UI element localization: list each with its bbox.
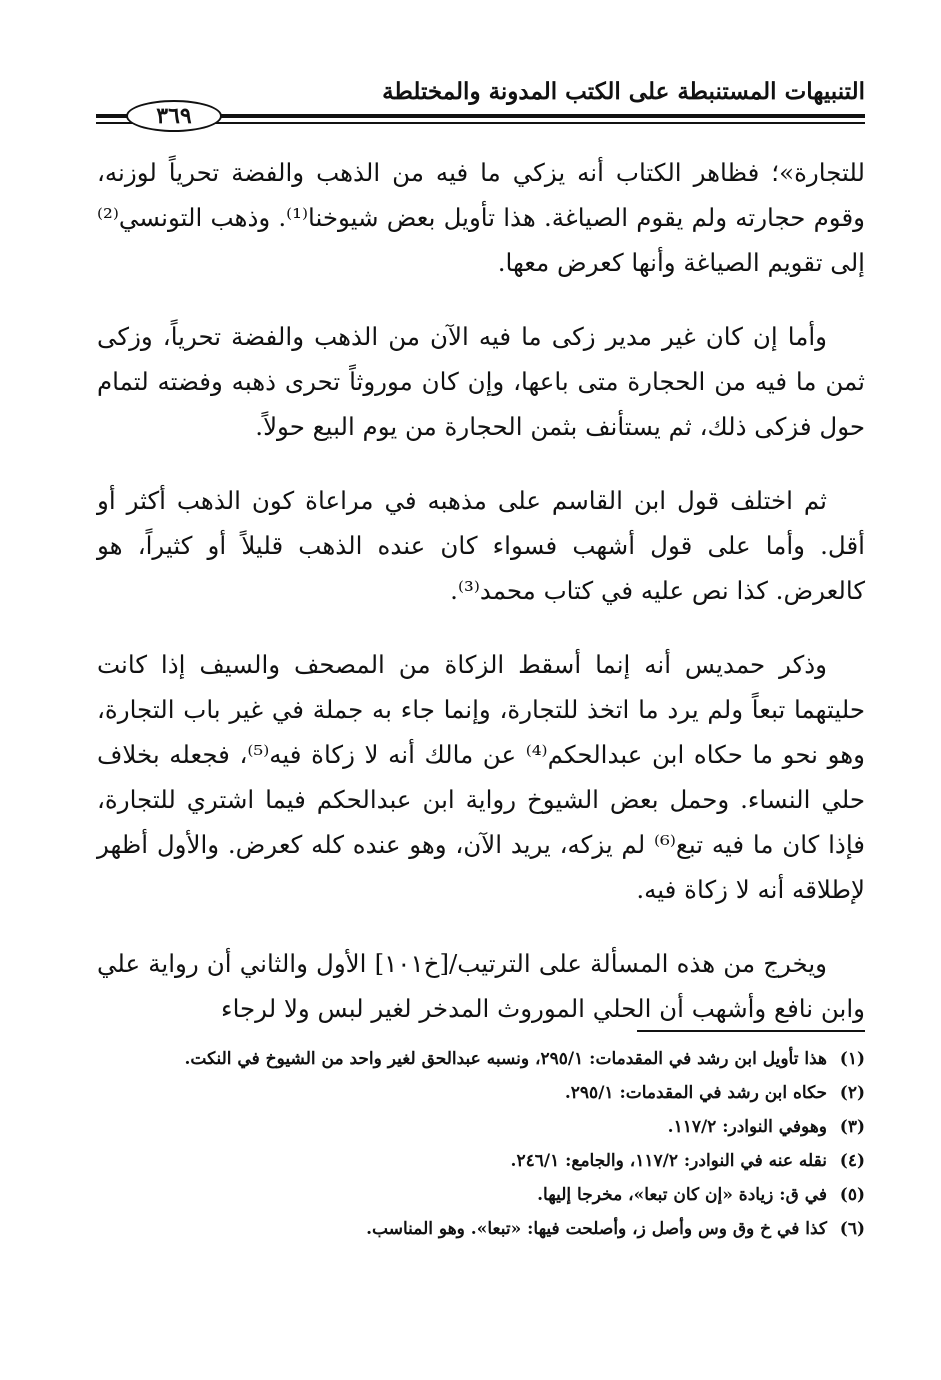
- paragraph: للتجارة»؛ فظاهر الكتاب أنه يزكي ما فيه من الذهب والفضة تحرياً لوزنه، وقوم حجارته ولم يقوم الصياغة. هذا تأويل بعض شيوخنا⁽¹⁾. وذهب التونسي⁽²⁾ إلى تقويم الصياغة وأنها كعرض معها.: [97, 158, 865, 277]
- footnote-number: (٤): [839, 1151, 865, 1171]
- footnote-text: وهوفي النوادر: ١١٧/٢.: [667, 1117, 827, 1137]
- footnote-number: (٥): [839, 1185, 865, 1205]
- footnote: [97, 1112, 865, 1143]
- paragraph: ثم اختلف قول ابن القاسم على مذهبه في مراعاة كون الذهب أكثر أو أقل. وأما على قول أشهب فسواء كان عنده الذهب قليلاً أو كثيراً، هو كالعرض. كذا نص عليه في كتاب محمد⁽³⁾.: [97, 486, 865, 605]
- footnote: [97, 1044, 865, 1075]
- footnote-text: كذا في خ وق وس وأصل ز، وأصلحت فيها: «تبعا». وهو المناسب.: [366, 1219, 827, 1239]
- footnote-separator: [637, 1030, 865, 1032]
- footnote-text: في ق: زيادة «إن كان تبعا»، مخرجا إليها.: [537, 1185, 827, 1205]
- footnote-number: (٢): [839, 1083, 865, 1103]
- footnote-text: حكاه ابن رشد في المقدمات: ٢٩٥/١.: [564, 1083, 827, 1103]
- footnote-text: هذا تأويل ابن رشد في المقدمات: ٢٩٥/١، ونسبه عبدالحق لغير واحد من الشيوخ في النكت.: [184, 1049, 827, 1069]
- paragraph: وأما إن كان غير مدير زكى ما فيه الآن من الذهب والفضة تحرياً، وزكى ثمن ما فيه من الحجارة متى باعها، وإن كان موروثاً تحرى ذهبه وفضته لتمام حول فزكى ذلك، ثم يستأنف بثمن الحجارة من يوم البيع حولاً.: [97, 322, 865, 441]
- paragraph: وذكر حمديس أنه إنما أسقط الزكاة من المصحف والسيف إذا كانت حليتهما تبعاً ولم يرد ما اتخذ للتجارة، وإنما جاء به جملة في غير باب التجارة، وهو نحو ما حكاه ابن عبدالحكم⁽⁴⁾ عن مالك أنه لا زكاة فيه⁽⁵⁾، فجعله بخلاف حلي النساء. وحمل بعض الشيوخ رواية ابن عبدالحكم فيما اشتري للتجارة، فإذا كان ما فيه تبع⁽⁶⁾ لم يزكه، يريد الآن، وهو عنده كله كعرض. والأول أظهر لإطلاقه أنه لا زكاة فيه.: [97, 650, 866, 904]
- page-number-badge: [126, 100, 222, 132]
- page-number: ٣٦٩: [156, 103, 192, 129]
- footnotes: [97, 1044, 865, 1248]
- running-title: التنبيهات المستنبطة على الكتب المدونة والمختلطة: [382, 78, 865, 105]
- paragraph: ويخرج من هذه المسألة على الترتيب/[خ١٠١] الأول والثاني أن رواية علي وابن نافع وأشهب أن الحلي الموروث المدخر لغير لبس ولا لرجاء: [97, 949, 865, 1023]
- footnote-number: (٣): [839, 1117, 865, 1137]
- footnote: [97, 1146, 865, 1177]
- footnote: [97, 1214, 865, 1245]
- footnote: [97, 1180, 865, 1211]
- footnote-number: (٦): [839, 1219, 865, 1239]
- footnote: [97, 1078, 865, 1109]
- main-text: [97, 150, 865, 1060]
- footnote-number: (١): [839, 1049, 865, 1069]
- footnote-text: نقله عنه في النوادر: ١١٧/٢، والجامع: ٢٤٦/١.: [510, 1151, 827, 1171]
